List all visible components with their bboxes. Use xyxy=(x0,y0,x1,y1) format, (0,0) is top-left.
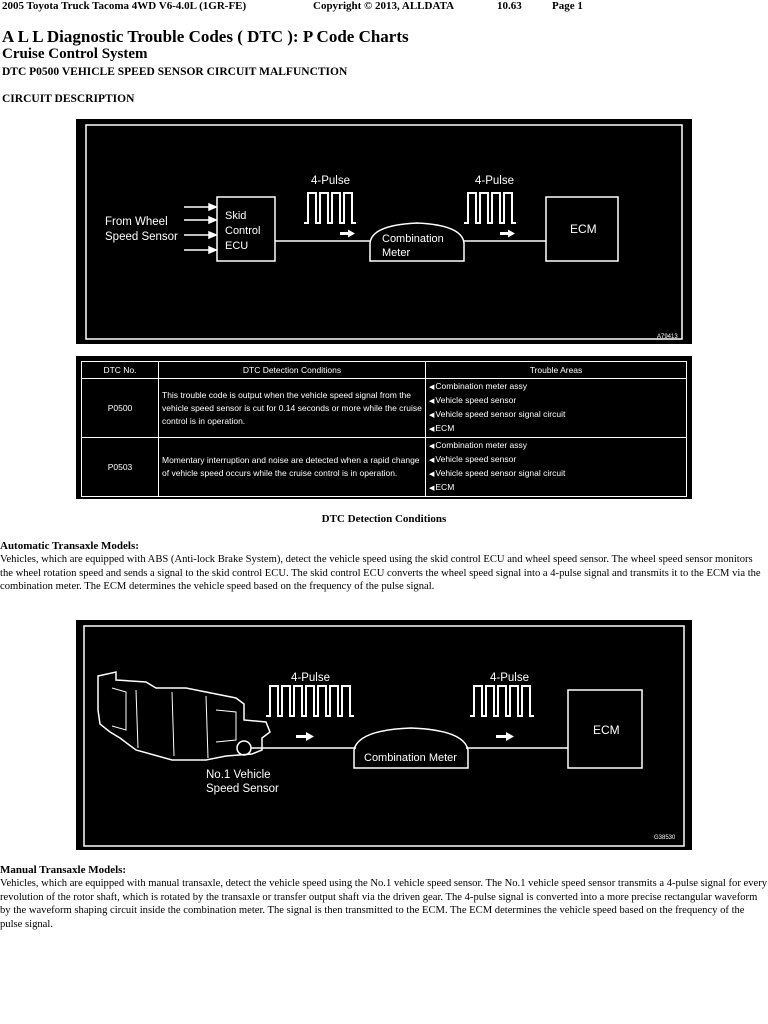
trouble-area-item: Combination meter assy xyxy=(435,381,528,391)
transaxle-outline xyxy=(98,672,270,760)
table-row xyxy=(82,438,687,497)
pulse-wave-left-2 xyxy=(266,686,354,716)
copyright-text: Copyright © 2013, ALLDATA xyxy=(313,0,455,12)
trouble-areas-cell xyxy=(426,379,687,438)
page-number: Page 1 xyxy=(552,0,583,12)
circuit-diagram-manual xyxy=(76,620,692,850)
pulse-label-left-2: 4-Pulse xyxy=(291,672,330,684)
table-row xyxy=(82,379,687,438)
system-title: Cruise Control System xyxy=(2,46,148,62)
trouble-area-item: Vehicle speed sensor xyxy=(435,395,517,405)
trouble-area-item: Vehicle speed sensor xyxy=(435,454,517,464)
pulse-label-left: 4-Pulse xyxy=(311,175,350,187)
pulse-wave-right-2 xyxy=(470,686,534,716)
bullet-triangle-icon: ◀ xyxy=(429,485,435,492)
pulse-label-right-2: 4-Pulse xyxy=(490,672,529,684)
trouble-area-item: Combination meter assy xyxy=(435,440,528,450)
meter-label-2: Combination Meter xyxy=(364,752,457,764)
vehicle-title: 2005 Toyota Truck Tacoma 4WD V6-4.0L (1GR-FE) xyxy=(2,0,247,12)
dtc-code: P0500 xyxy=(82,379,159,438)
header-trouble-areas: Trouble Areas xyxy=(426,362,687,379)
automatic-paragraph: Vehicles, which are equipped with ABS (Anti-lock Brake System), detect the vehicle speed using the skid control ECU and wheel speed sensor. The wheel speed sensor monitors the wheel rotation speed and sends a signal to the skid control ECU. The skid control ECU converts the wheel speed signal into a 4-pulse signal and transmits it to the ECM via the combination meter. The ECM determines the vehicle speed based on the frequency of the pulse signal. xyxy=(0,554,761,593)
header-conditions: DTC Detection Conditions xyxy=(159,362,426,379)
trouble-area-item: Vehicle speed sensor signal circuit xyxy=(435,468,566,478)
version-number: 10.63 xyxy=(497,0,522,12)
table-header-row xyxy=(82,362,687,379)
skid-label-1: Skid xyxy=(225,210,247,222)
bullet-triangle-icon: ◀ xyxy=(429,443,435,450)
bullet-triangle-icon: ◀ xyxy=(429,398,435,405)
skid-label-3: ECU xyxy=(225,240,249,252)
circuit-diagram-abs xyxy=(76,119,692,344)
automatic-heading: Automatic Transaxle Models: xyxy=(0,540,139,552)
sensor-label-2: Speed Sensor xyxy=(206,783,279,795)
trouble-area-item: Vehicle speed sensor signal circuit xyxy=(435,409,566,419)
meter-label-1: Combination xyxy=(382,233,444,245)
meter-label-2: Meter xyxy=(382,247,411,259)
sensor-label-1: No.1 Vehicle xyxy=(206,769,271,781)
dtc-table xyxy=(76,356,692,499)
dtc-title: DTC P0500 VEHICLE SPEED SENSOR CIRCUIT MALFUNCTION xyxy=(2,66,348,78)
bullet-triangle-icon: ◀ xyxy=(429,457,435,464)
ecm-label-2: ECM xyxy=(593,723,620,737)
table-caption: DTC Detection Conditions xyxy=(321,513,447,525)
from-wheel-label-1: From Wheel xyxy=(105,216,168,228)
trouble-area-item: ECM xyxy=(435,482,455,492)
bullet-triangle-icon: ◀ xyxy=(429,412,435,419)
document-title: A L L Diagnostic Trouble Codes ( DTC ): P Code Charts xyxy=(2,27,409,46)
page-header xyxy=(2,0,766,14)
trouble-areas-cell xyxy=(426,438,687,497)
pulse-wave-right xyxy=(464,193,516,223)
dtc-condition: This trouble code is output when the vehicle speed signal from the vehicle speed sensor is cut for 0.14 seconds or more while the cruise control is in operation. xyxy=(159,379,426,438)
ecm-label: ECM xyxy=(570,222,597,236)
speed-sensor-icon xyxy=(237,741,251,755)
figure-id-2: G38530 xyxy=(654,835,676,841)
section-title: CIRCUIT DESCRIPTION xyxy=(2,93,135,105)
dtc-condition: Momentary interruption and noise are detected when a rapid change of vehicle speed occurs while the cruise control is in operation. xyxy=(159,438,426,497)
trouble-area-item: ECM xyxy=(435,423,455,433)
figure-id-1: A79413 xyxy=(657,334,678,340)
dtc-code: P0503 xyxy=(82,438,159,497)
manual-paragraph: Vehicles, which are equipped with manual transaxle, detect the vehicle speed using the No.1 vehicle speed sensor. The No.1 vehicle speed sensor transmits a 4-pulse signal for every revolution of the rotor shaft, which is rotated by the transaxle or transfer output shaft via the driven gear. The 4-pulse signal is converted into a more precise rectangular waveform by the waveform shaping circuit inside the combination meter. The signal is then transmitted to the ECM. The ECM determines the vehicle speed based on the frequency of the pulse signal. xyxy=(0,878,768,930)
header-dtc-no: DTC No. xyxy=(82,362,159,379)
bullet-triangle-icon: ◀ xyxy=(429,426,435,433)
bullet-triangle-icon: ◀ xyxy=(429,384,435,391)
pulse-wave-left xyxy=(304,193,356,223)
manual-heading: Manual Transaxle Models: xyxy=(0,864,127,876)
pulse-label-right: 4-Pulse xyxy=(475,175,514,187)
bullet-triangle-icon: ◀ xyxy=(429,471,435,478)
skid-label-2: Control xyxy=(225,225,261,237)
from-wheel-label-2: Speed Sensor xyxy=(105,231,178,243)
